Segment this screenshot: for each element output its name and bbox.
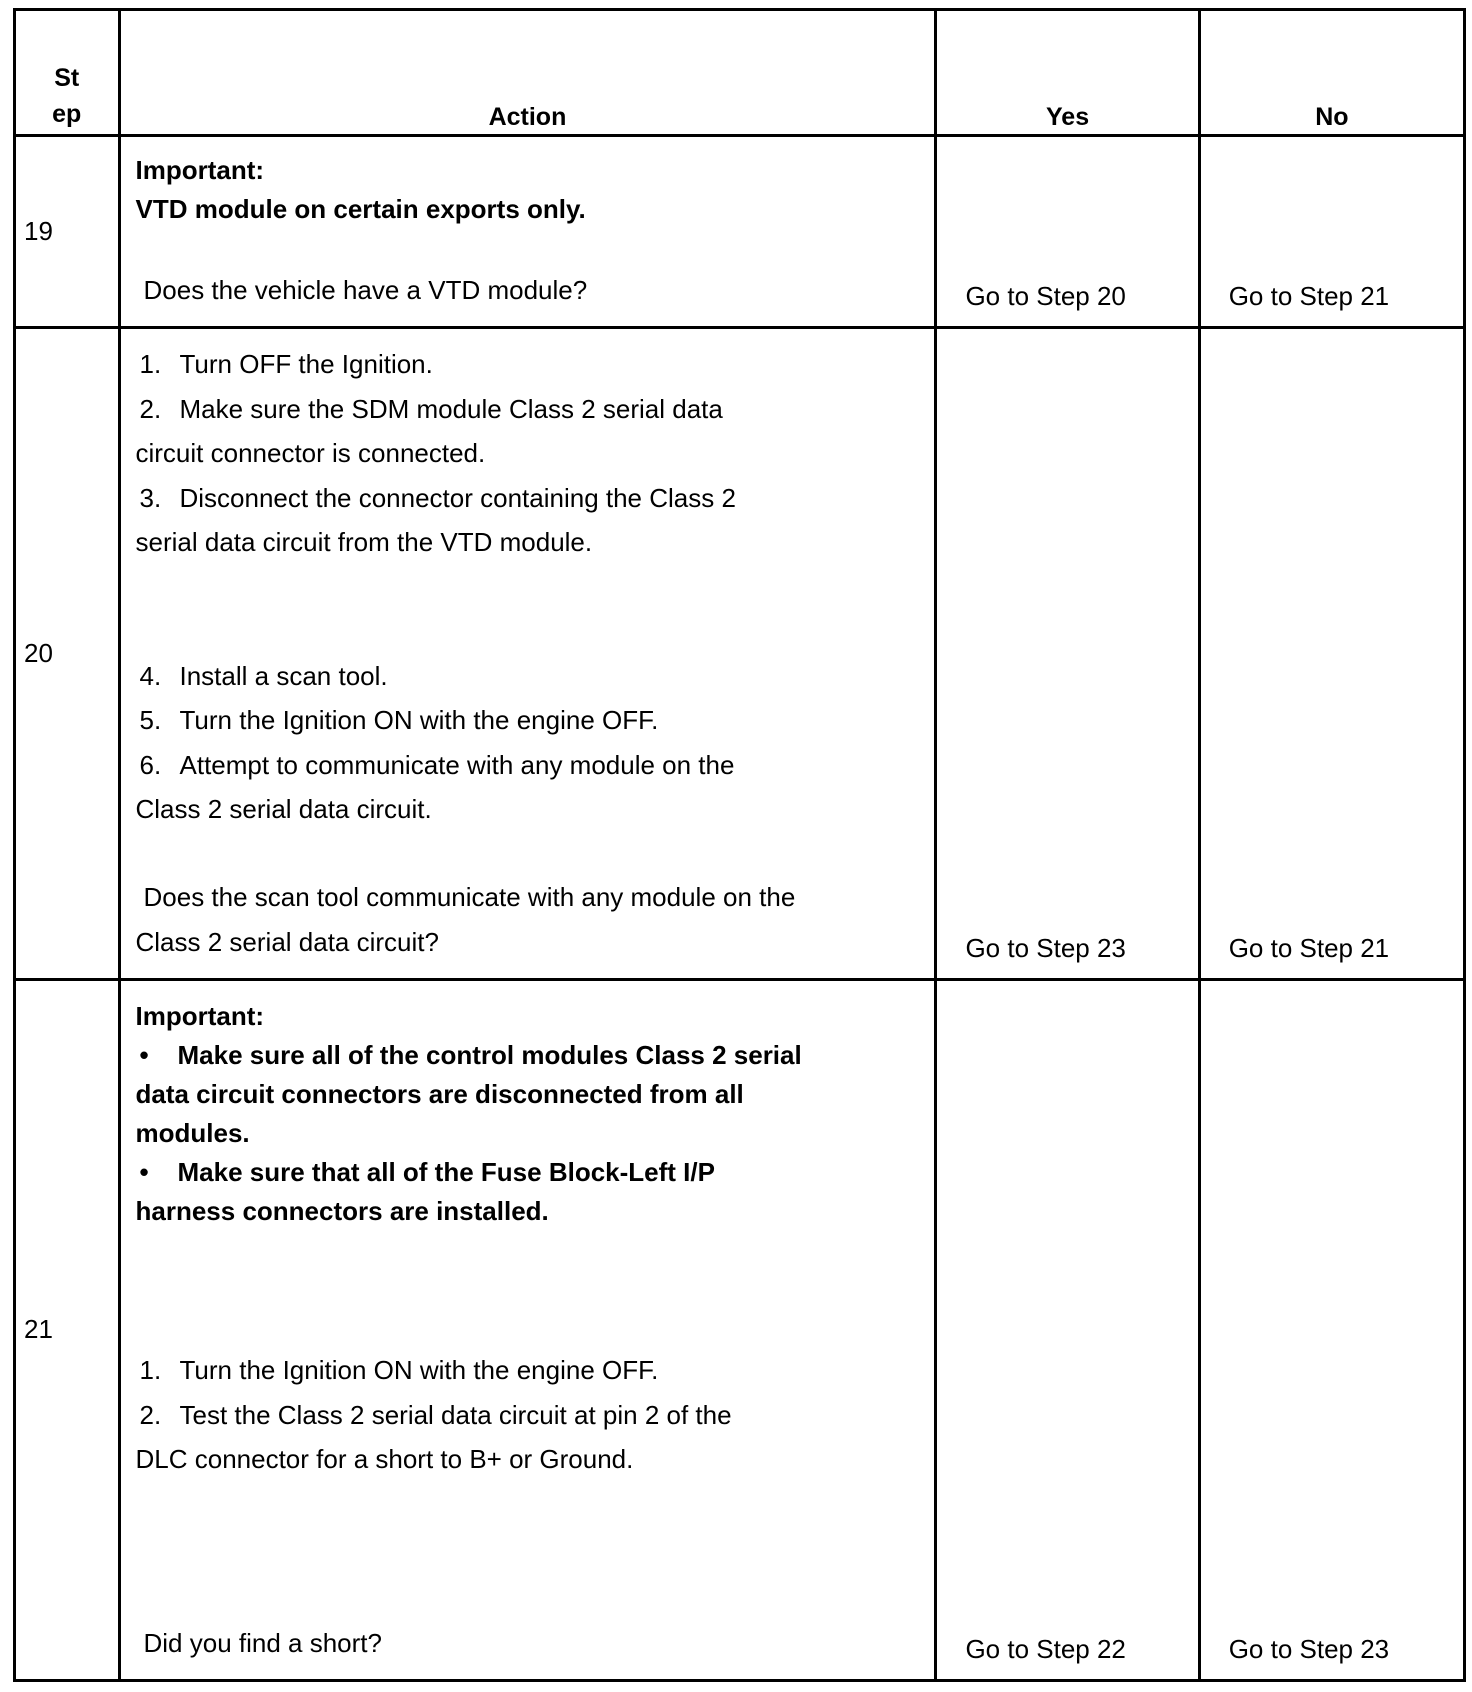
bullet-icon: • <box>139 1157 149 1187</box>
important-text: VTD module on certain exports only. <box>135 194 586 224</box>
question-line: Does the vehicle have a VTD module? <box>143 274 588 305</box>
important-block <box>136 981 925 1231</box>
important-bullet: • Make sure that all of the Fuse Block-Left I/P <box>136 1153 925 1192</box>
question-line: Class 2 serial data circuit? <box>135 926 439 957</box>
question-text <box>136 1621 925 1666</box>
bullet-icon: • <box>139 1040 149 1070</box>
list-item: 2. Make sure the SDM module Class 2 serial data <box>139 393 723 424</box>
header-action: Action <box>119 10 936 136</box>
table-row-step-21 <box>15 980 1465 1681</box>
no-cell <box>1199 328 1464 980</box>
header-no: No <box>1199 10 1464 136</box>
header-yes: Yes <box>936 10 1199 136</box>
header-step-line2: ep <box>52 99 82 128</box>
table-row-step-19 <box>15 136 1465 328</box>
action-cell <box>119 136 936 328</box>
diagnostic-table <box>13 8 1466 1682</box>
step-number: 21 <box>15 980 120 1681</box>
action-cell <box>119 980 936 1681</box>
list-item-continuation: Class 2 serial data circuit. <box>135 794 432 824</box>
list-item-continuation: serial data circuit from the VTD module. <box>135 527 593 557</box>
question-line: Did you find a short? <box>143 1627 382 1658</box>
no-goto: Go to Step 23 <box>1228 1633 1390 1664</box>
header-step-line1: St <box>54 63 80 92</box>
action-list-a <box>136 329 925 565</box>
list-item: 5. Turn the Ignition ON with the engine OFF. <box>139 705 659 735</box>
yes-cell <box>936 980 1199 1681</box>
action-cell <box>119 328 936 980</box>
important-bullet-continuation: data circuit connectors are disconnected from all <box>135 1079 744 1109</box>
important-label: Important: <box>135 1001 265 1031</box>
list-item-continuation: circuit connector is connected. <box>135 438 486 468</box>
list-item: 4. Install a scan tool. <box>139 660 388 691</box>
list-item: 2. Test the Class 2 serial data circuit at pin 2 of the <box>139 1399 732 1430</box>
action-list-b <box>136 565 925 832</box>
yes-cell <box>936 328 1199 980</box>
yes-goto: Go to Step 23 <box>965 932 1126 963</box>
step-number: 20 <box>15 328 120 980</box>
important-bullet-continuation: harness connectors are installed. <box>135 1196 549 1226</box>
question-line: Does the scan tool communicate with any module on the <box>143 882 796 912</box>
no-cell <box>1199 136 1464 328</box>
list-item: 1. Turn the Ignition ON with the engine OFF. <box>139 1355 659 1385</box>
important-bullet-continuation: modules. <box>135 1118 250 1148</box>
list-item-continuation: DLC connector for a short to B+ or Ground. <box>135 1444 634 1474</box>
step-number: 19 <box>15 136 120 328</box>
important-bullet: • Make sure all of the control modules Class 2 serial <box>136 1036 925 1075</box>
no-cell <box>1199 980 1464 1681</box>
yes-goto: Go to Step 20 <box>965 280 1126 311</box>
list-item: 3. Disconnect the connector containing the Class 2 <box>139 482 736 513</box>
list-item: 1. Turn OFF the Ignition. <box>139 349 433 379</box>
header-step <box>15 10 120 136</box>
list-item: 6. Attempt to communicate with any module on the <box>139 749 735 780</box>
table-row-step-20 <box>15 328 1465 980</box>
question-text <box>136 268 925 313</box>
action-list <box>136 1231 925 1482</box>
no-goto: Go to Step 21 <box>1228 932 1390 963</box>
yes-cell <box>936 136 1199 328</box>
table-header-row <box>15 10 1465 136</box>
important-label: Important: <box>135 155 265 185</box>
no-goto: Go to Step 21 <box>1228 280 1390 311</box>
yes-goto: Go to Step 22 <box>965 1633 1126 1664</box>
question-text <box>136 875 925 964</box>
